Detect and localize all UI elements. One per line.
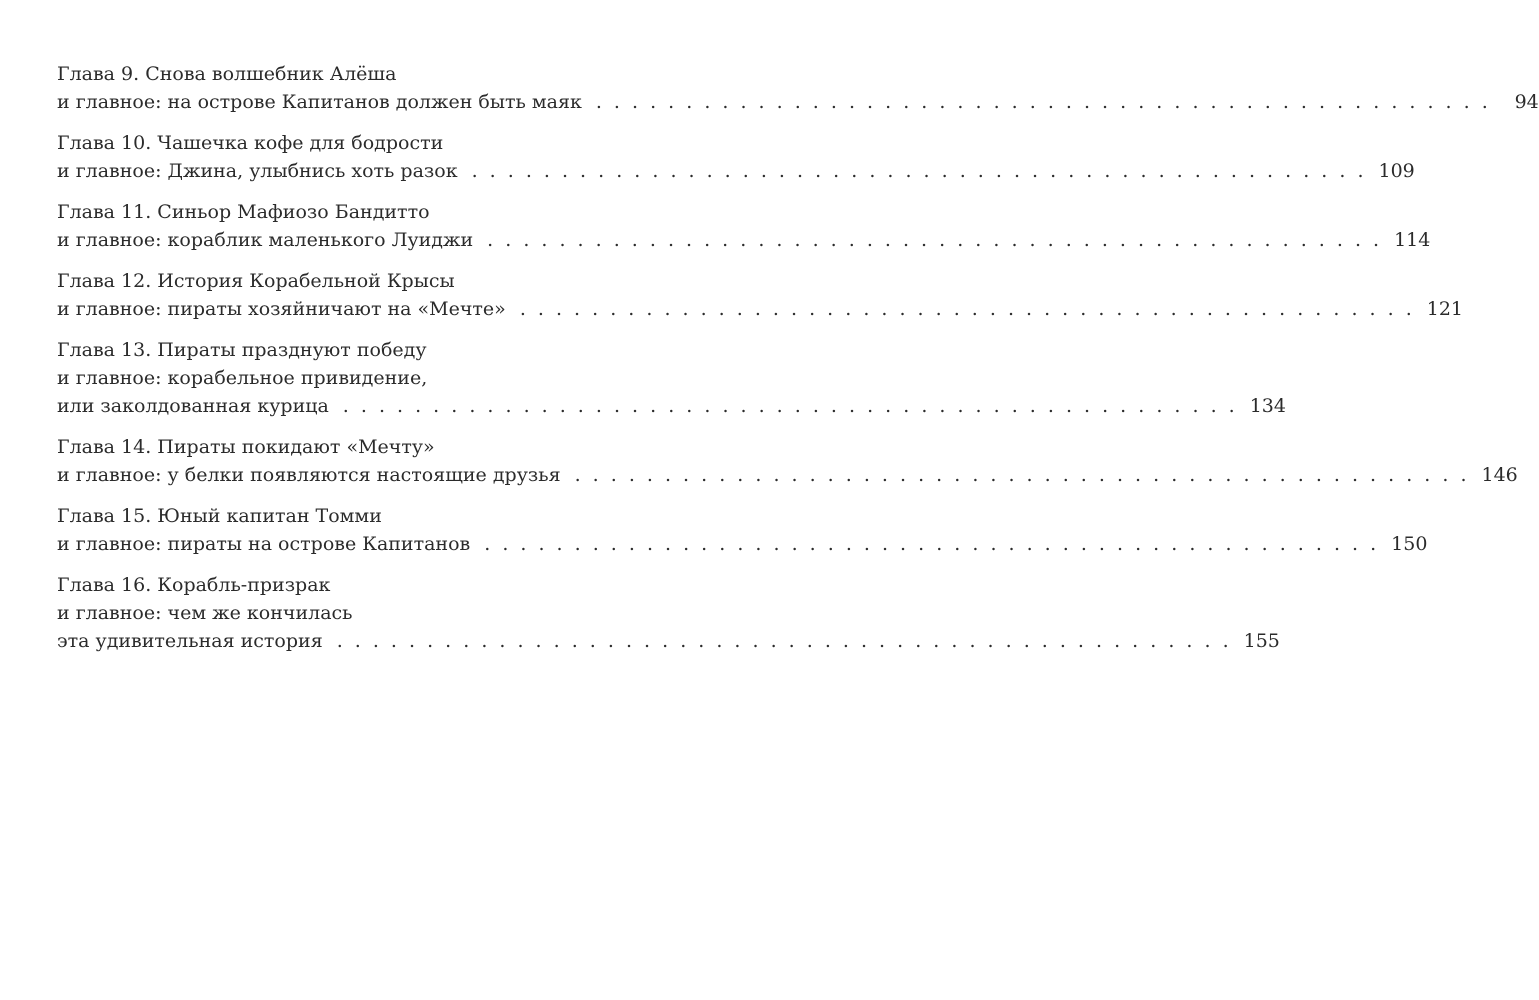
dot-leader: . . . . . . . . . . . . . . . . . . . . . . . . . . . . . . . . . . . . . . . . . . . . . . . . . . xyxy=(519,298,1415,320)
chapter-text: и главное: корабельное привидение, xyxy=(57,367,428,389)
chapter-text: эта удивительная история xyxy=(57,630,323,652)
chapter-text: Глава 11. Синьор Мафиозо Бандитто xyxy=(57,201,430,223)
chapter-text: Глава 9. Снова волшебник Алёша xyxy=(57,63,397,85)
chapter-title-line xyxy=(57,129,672,157)
chapter-text: и главное: Джина, улыбнись хоть разок xyxy=(57,160,458,182)
page-number: 109 xyxy=(1378,160,1415,182)
toc-entry xyxy=(57,336,1286,420)
chapter-last-line xyxy=(57,226,1431,254)
chapter-text: Глава 10. Чашечка кофе для бодрости xyxy=(57,132,444,154)
chapter-text: и главное: чем же кончилась xyxy=(57,602,353,624)
chapter-title-line xyxy=(57,502,672,530)
chapter-subtitle-line xyxy=(57,599,672,627)
chapter-title-line xyxy=(57,571,672,599)
chapter-title-line xyxy=(57,336,672,364)
page-number: 121 xyxy=(1426,298,1463,320)
toc-entry xyxy=(57,129,1415,185)
table-of-contents xyxy=(57,60,1539,668)
chapter-last-line xyxy=(57,295,1463,323)
page-number: 114 xyxy=(1394,229,1431,251)
page-number: 150 xyxy=(1391,533,1428,555)
chapter-last-line xyxy=(57,461,1518,489)
chapter-last-line xyxy=(57,157,1415,185)
chapter-text: Глава 16. Корабль-призрак xyxy=(57,574,331,596)
page-number: 155 xyxy=(1243,630,1280,652)
chapter-last-line xyxy=(57,627,1280,655)
chapter-title-line xyxy=(57,198,672,226)
chapter-last-line xyxy=(57,88,1539,116)
chapter-text: Глава 15. Юный капитан Томми xyxy=(57,505,382,527)
toc-entry xyxy=(57,60,1539,116)
dot-leader: . . . . . . . . . . . . . . . . . . . . . . . . . . . . . . . . . . . . . . . . . . . . . . . . . . xyxy=(342,395,1238,417)
chapter-subtitle-line xyxy=(57,364,672,392)
toc-entry xyxy=(57,433,1518,489)
dot-leader: . . . . . . . . . . . . . . . . . . . . . . . . . . . . . . . . . . . . . . . . . . . . . . . . . . xyxy=(471,160,1367,182)
chapter-text: и главное: пираты на острове Капитанов xyxy=(57,533,471,555)
chapter-title-line xyxy=(57,433,672,461)
dot-leader: . . . . . . . . . . . . . . . . . . . . . . . . . . . . . . . . . . . . . . . . . . . . . . . . . . xyxy=(595,91,1491,113)
toc-entry xyxy=(57,502,1428,558)
dot-leader: . . . . . . . . . . . . . . . . . . . . . . . . . . . . . . . . . . . . . . . . . . . . . . . . . . xyxy=(484,533,1380,555)
page-number: 134 xyxy=(1249,395,1286,417)
chapter-text: Глава 13. Пираты празднуют победу xyxy=(57,339,427,361)
page-number: 94 xyxy=(1514,91,1539,113)
chapter-title-line xyxy=(57,60,672,88)
dot-leader: . . . . . . . . . . . . . . . . . . . . . . . . . . . . . . . . . . . . . . . . . . . . . . . . . . xyxy=(487,229,1383,251)
chapter-text: или заколдованная курица xyxy=(57,395,329,417)
chapter-last-line xyxy=(57,530,1428,558)
dot-leader: . . . . . . . . . . . . . . . . . . . . . . . . . . . . . . . . . . . . . . . . . . . . . . . . . . xyxy=(336,630,1232,652)
chapter-text: и главное: кораблик маленького Луиджи xyxy=(57,229,474,251)
toc-entry xyxy=(57,267,1463,323)
chapter-text: и главное: пираты хозяйничают на «Мечте» xyxy=(57,298,506,320)
toc-entry xyxy=(57,198,1431,254)
chapter-text: Глава 12. История Корабельной Крысы xyxy=(57,270,455,292)
chapter-text: и главное: у белки появляются настоящие друзья xyxy=(57,464,561,486)
chapter-title-line xyxy=(57,267,672,295)
toc-entry xyxy=(57,571,1280,655)
page-number: 146 xyxy=(1481,464,1518,486)
chapter-text: Глава 14. Пираты покидают «Мечту» xyxy=(57,436,435,458)
dot-leader: . . . . . . . . . . . . . . . . . . . . . . . . . . . . . . . . . . . . . . . . . . . . . . . . . . xyxy=(574,464,1470,486)
chapter-text: и главное: на острове Капитанов должен быть маяк xyxy=(57,91,582,113)
chapter-last-line xyxy=(57,392,1286,420)
